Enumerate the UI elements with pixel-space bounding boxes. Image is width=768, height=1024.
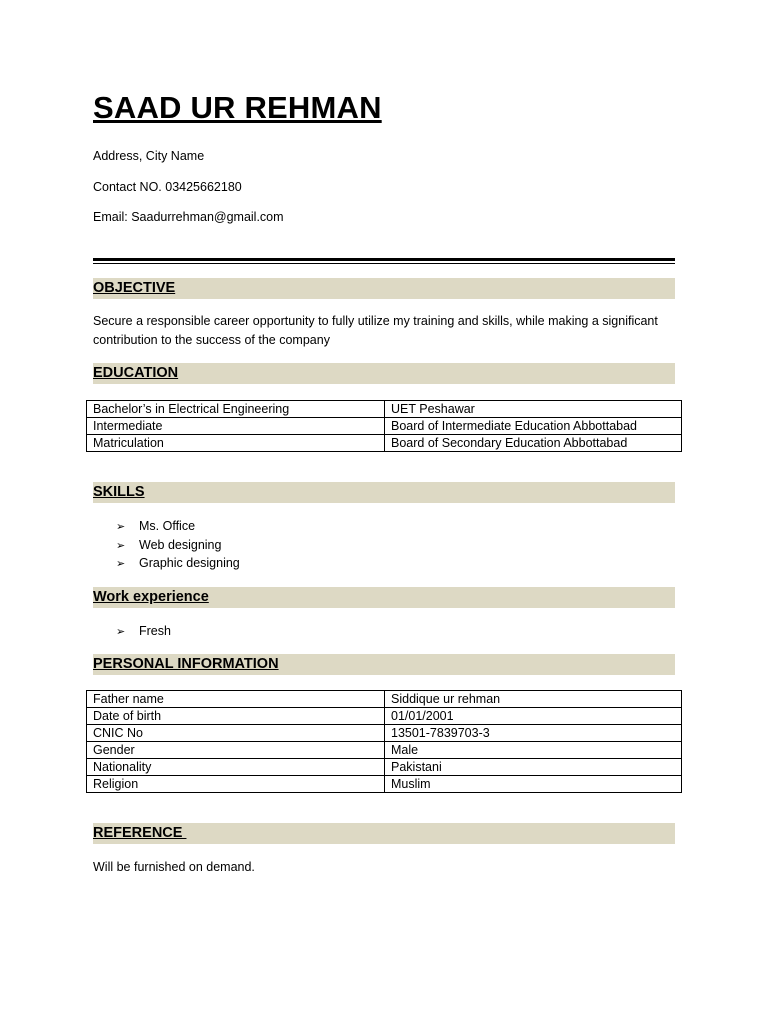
education-table — [86, 400, 682, 452]
personal-field: Date of birth — [87, 708, 385, 725]
list-item — [116, 622, 171, 641]
personal-value: 01/01/2001 — [385, 708, 682, 725]
skills-heading-band — [93, 482, 675, 503]
header-divider-thin — [93, 263, 675, 264]
table-row — [87, 401, 682, 418]
personal-field: CNIC No — [87, 725, 385, 742]
reference-heading: REFERENCE — [93, 825, 187, 841]
contact-line: Contact NO. 03425662180 — [93, 180, 242, 194]
objective-heading: OBJECTIVE — [93, 280, 176, 296]
reference-text: Will be furnished on demand. — [93, 860, 255, 874]
skills-heading: SKILLS — [93, 484, 145, 500]
work-label: Fresh — [139, 624, 171, 638]
personal-field: Religion — [87, 776, 385, 793]
arrowhead-bullet-icon: ➢ — [116, 540, 126, 552]
list-item — [116, 536, 221, 555]
work-heading: Work experience — [93, 589, 209, 605]
personal-heading-band — [93, 654, 675, 675]
reference-heading-band — [93, 823, 675, 844]
personal-value: Pakistani — [385, 759, 682, 776]
work-heading-band — [93, 587, 675, 608]
skill-label: Web designing — [139, 538, 222, 552]
objective-heading-band — [93, 278, 675, 299]
address-line: Address, City Name — [93, 149, 205, 163]
email-line: Email: Saadurrehman@gmail.com — [93, 210, 284, 224]
table-row — [87, 418, 682, 435]
table-row — [87, 742, 682, 759]
personal-value: 13501-7839703-3 — [385, 725, 682, 742]
education-degree: Matriculation — [87, 435, 385, 452]
education-institution: Board of Secondary Education Abbottabad — [385, 435, 682, 452]
header-divider-thick — [93, 258, 675, 261]
personal-heading: PERSONAL INFORMATION — [93, 656, 279, 672]
candidate-name: SAAD UR REHMAN — [93, 90, 382, 125]
table-row — [87, 725, 682, 742]
personal-value: Male — [385, 742, 682, 759]
list-item — [116, 517, 195, 536]
table-row — [87, 776, 682, 793]
arrowhead-bullet-icon: ➢ — [116, 521, 126, 533]
table-row — [87, 691, 682, 708]
arrowhead-bullet-icon: ➢ — [116, 558, 126, 570]
skill-label: Ms. Office — [139, 519, 196, 533]
personal-field: Father name — [87, 691, 385, 708]
objective-text: Secure a responsible career opportunity to fully utilize my training and skills, while making a significant contribution to the success of the company — [93, 314, 658, 347]
table-row — [87, 759, 682, 776]
education-institution: Board of Intermediate Education Abbottabad — [385, 418, 682, 435]
table-row — [87, 435, 682, 452]
personal-info-table — [86, 690, 682, 793]
arrowhead-bullet-icon: ➢ — [116, 626, 126, 638]
personal-field: Nationality — [87, 759, 385, 776]
education-degree: Bachelor’s in Electrical Engineering — [87, 401, 385, 418]
table-row — [87, 708, 682, 725]
skill-label: Graphic designing — [139, 556, 240, 570]
education-institution: UET Peshawar — [385, 401, 682, 418]
education-heading: EDUCATION — [93, 365, 179, 381]
education-degree: Intermediate — [87, 418, 385, 435]
personal-value: Muslim — [385, 776, 682, 793]
personal-value: Siddique ur rehman — [385, 691, 682, 708]
education-heading-band — [93, 363, 675, 384]
list-item — [116, 554, 240, 573]
personal-field: Gender — [87, 742, 385, 759]
